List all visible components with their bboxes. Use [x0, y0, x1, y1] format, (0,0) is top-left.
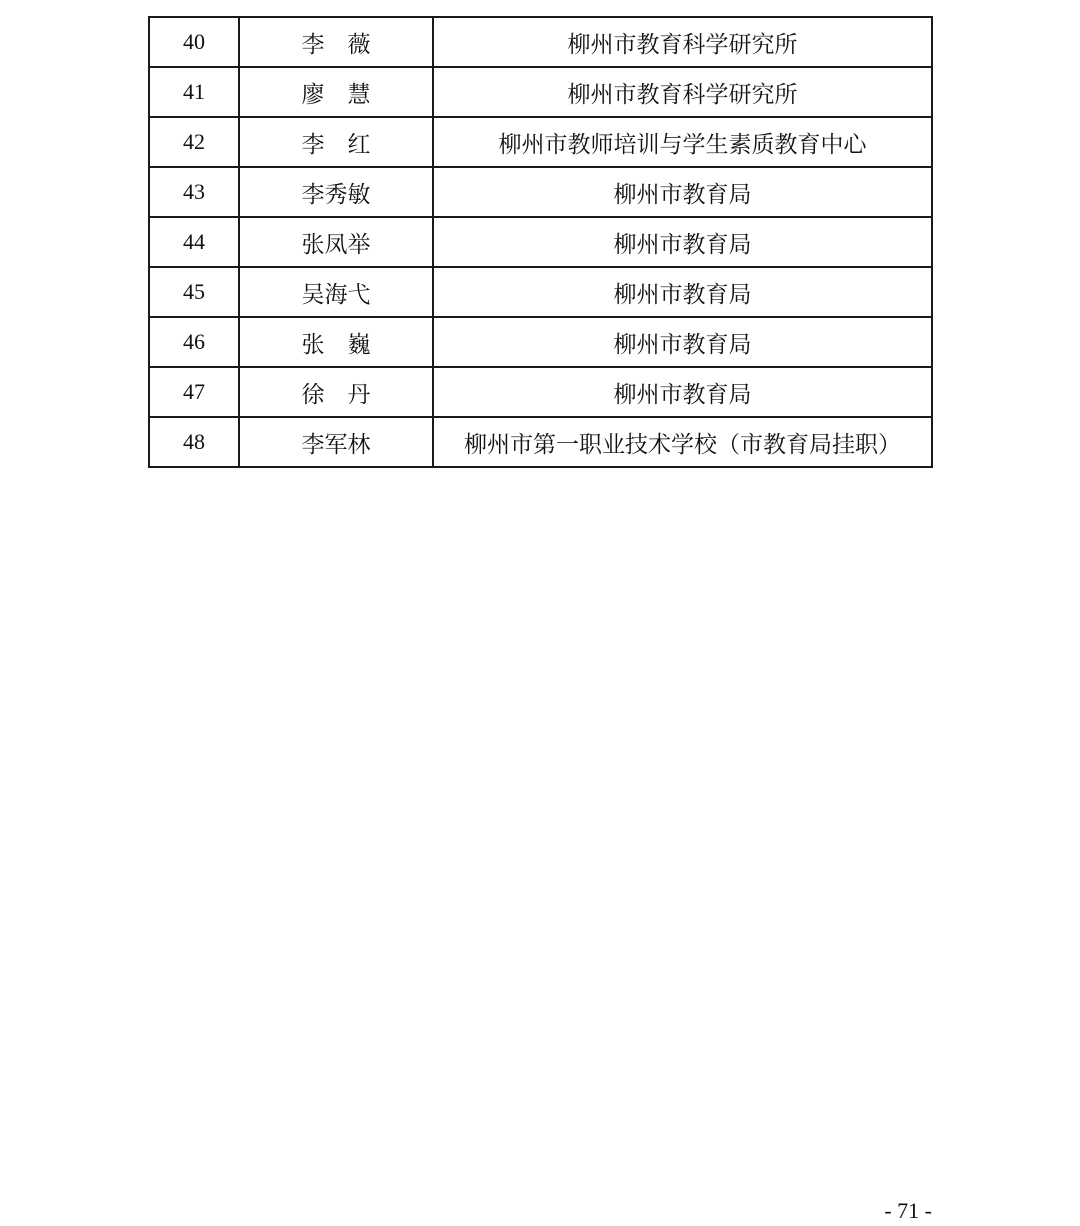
unit-cell: 柳州市教育局	[433, 267, 932, 317]
name-cell: 李秀敏	[239, 167, 433, 217]
name-cell: 廖 慧	[239, 67, 433, 117]
row-number-cell: 40	[149, 17, 239, 67]
unit-cell: 柳州市教师培训与学生素质教育中心	[433, 117, 932, 167]
row-number-cell: 45	[149, 267, 239, 317]
name-cell: 吴海弋	[239, 267, 433, 317]
unit-cell: 柳州市第一职业技术学校（市教育局挂职）	[433, 417, 932, 467]
row-number-cell: 47	[149, 367, 239, 417]
page-number: - 71 -	[884, 1198, 932, 1223]
table-row	[149, 167, 932, 217]
unit-cell: 柳州市教育局	[433, 367, 932, 417]
row-number-cell: 43	[149, 167, 239, 217]
roster-table-body	[149, 17, 932, 467]
unit-cell: 柳州市教育科学研究所	[433, 17, 932, 67]
table-row	[149, 217, 932, 267]
row-number-cell: 48	[149, 417, 239, 467]
unit-cell: 柳州市教育局	[433, 217, 932, 267]
table-row	[149, 117, 932, 167]
table-row	[149, 17, 932, 67]
table-row	[149, 417, 932, 467]
row-number-cell: 46	[149, 317, 239, 367]
name-cell: 李 薇	[239, 17, 433, 67]
unit-cell: 柳州市教育科学研究所	[433, 67, 932, 117]
name-cell: 李 红	[239, 117, 433, 167]
row-number-cell: 42	[149, 117, 239, 167]
table-row	[149, 267, 932, 317]
row-number-cell: 44	[149, 217, 239, 267]
table-row	[149, 367, 932, 417]
row-number-cell: 41	[149, 67, 239, 117]
name-cell: 徐 丹	[239, 367, 433, 417]
roster-table	[148, 16, 933, 468]
unit-cell: 柳州市教育局	[433, 167, 932, 217]
unit-cell: 柳州市教育局	[433, 317, 932, 367]
name-cell: 李军林	[239, 417, 433, 467]
name-cell: 张凤举	[239, 217, 433, 267]
name-cell: 张 巍	[239, 317, 433, 367]
table-row	[149, 317, 932, 367]
table-row	[149, 67, 932, 117]
